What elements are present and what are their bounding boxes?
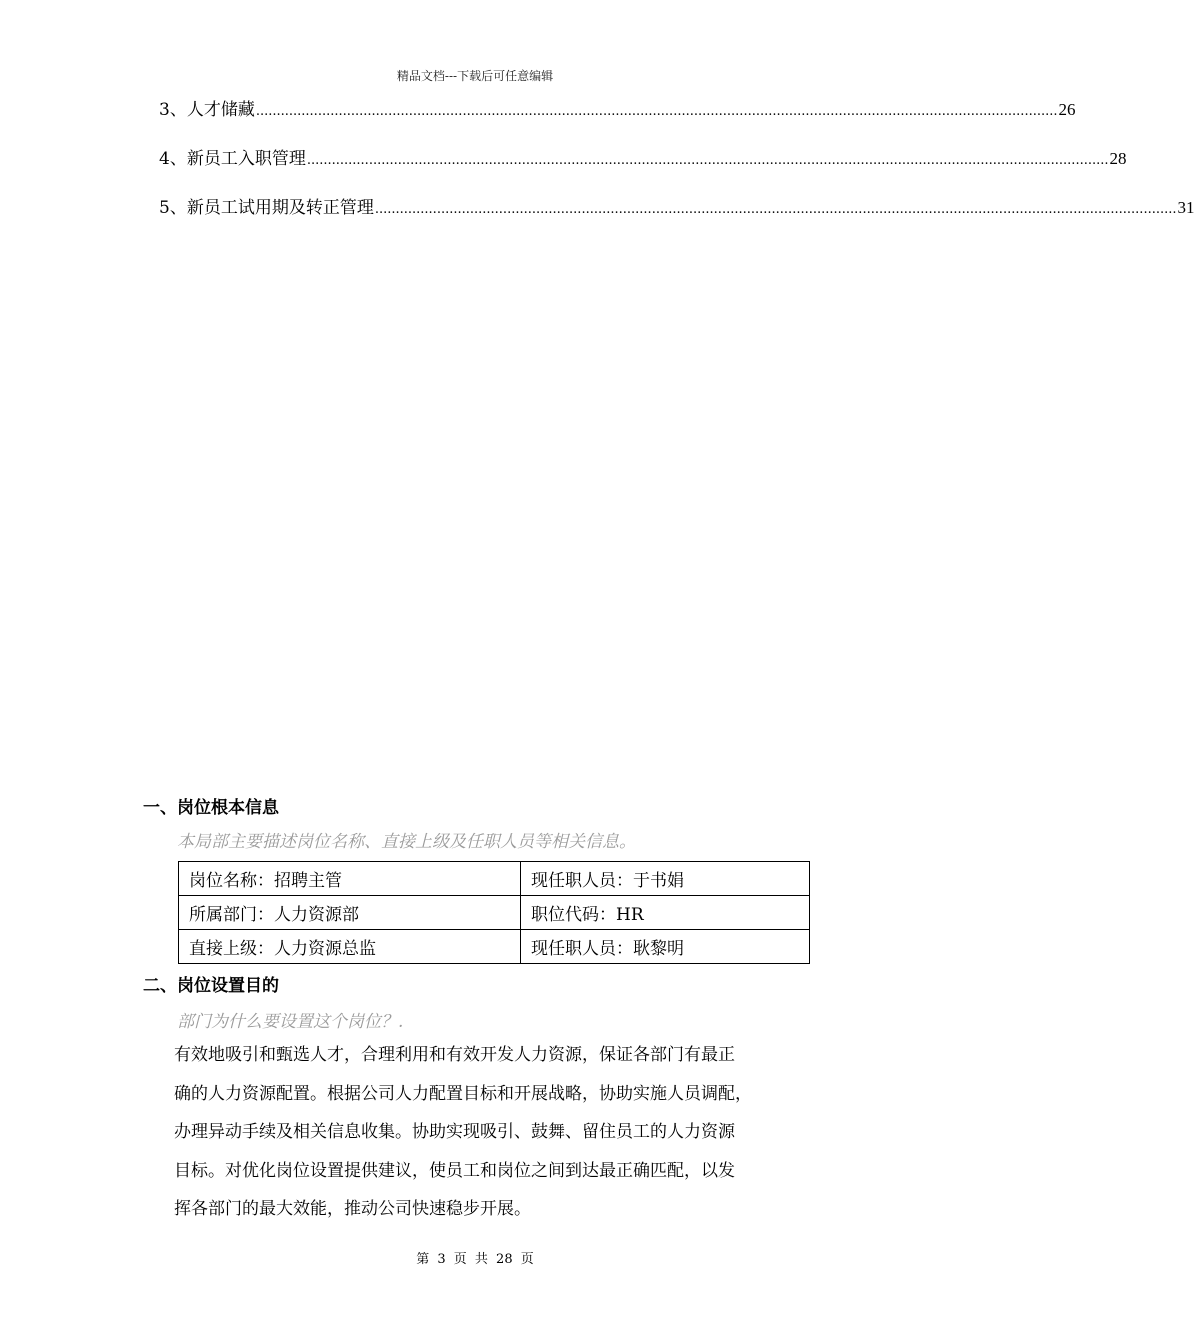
- section-body-2: [174, 1036, 814, 1229]
- toc-number: 4、: [159, 149, 187, 169]
- toc-entry[interactable]: [159, 148, 1127, 172]
- page-header: 精品文档---下载后可任意编辑: [396, 69, 554, 83]
- toc-page-number: 31: [1177, 198, 1195, 217]
- toc-title: 新员工试用期及转正管理: [186, 198, 374, 218]
- table-cell: 现任职人员：于书娟: [521, 862, 810, 896]
- body-line: 确的人力资源配置。根据公司人力配置目标和开展战略，协助实施人员调配，: [174, 1083, 752, 1104]
- table-cell: 直接上级：人力资源总监: [179, 930, 521, 964]
- section-heading-2: 二、岗位设置目的: [143, 976, 279, 996]
- table-cell: 职位代码：HR: [521, 896, 810, 930]
- toc-number: 3、: [159, 100, 187, 120]
- body-line: 办理异动手续及相关信息收集。协助实现吸引、鼓舞、留住员工的人力资源: [174, 1122, 735, 1142]
- body-line: 挥各部门的最大效能，推动公司快速稳步开展。: [174, 1199, 531, 1219]
- toc-leader-dots: ..................................................................................................................................................................................................: [255, 104, 1058, 119]
- toc-title: 人才储藏: [186, 100, 255, 120]
- table-row: [179, 862, 810, 896]
- toc-page-number: 28: [1109, 149, 1127, 168]
- toc-entry[interactable]: [159, 197, 1195, 221]
- table-row: [179, 896, 810, 930]
- body-line: 有效地吸引和甄选人才，合理利用和有效开发人力资源，保证各部门有最正: [174, 1045, 735, 1065]
- toc-leader-dots: ..................................................................................................................................................................................................: [306, 153, 1109, 168]
- toc-number: 5、: [159, 198, 187, 218]
- toc-title: 新员工入职管理: [186, 149, 306, 169]
- toc-leader-dots: ..................................................................................................................................................................................................: [374, 202, 1177, 217]
- section-description-1: 本局部主要描述岗位名称、直接上级及任职人员等相关信息。: [177, 832, 636, 852]
- section-heading-1: 一、岗位根本信息: [143, 798, 279, 818]
- table-cell: 所属部门：人力资源部: [179, 896, 521, 930]
- toc-page-number: 26: [1058, 100, 1076, 119]
- table-cell: 现任职人员：耿黎明: [521, 930, 810, 964]
- job-info-table: [178, 861, 810, 964]
- table-row: [179, 930, 810, 964]
- toc-entry[interactable]: [159, 99, 1076, 123]
- page-footer: 第 3 页 共 28 页: [416, 1252, 534, 1267]
- body-line: 目标。对优化岗位设置提供建议，使员工和岗位之间到达最正确匹配，以发: [174, 1160, 735, 1181]
- table-cell: 岗位名称：招聘主管: [179, 862, 521, 896]
- section-description-2: 部门为什么要设置这个岗位？.: [177, 1012, 404, 1032]
